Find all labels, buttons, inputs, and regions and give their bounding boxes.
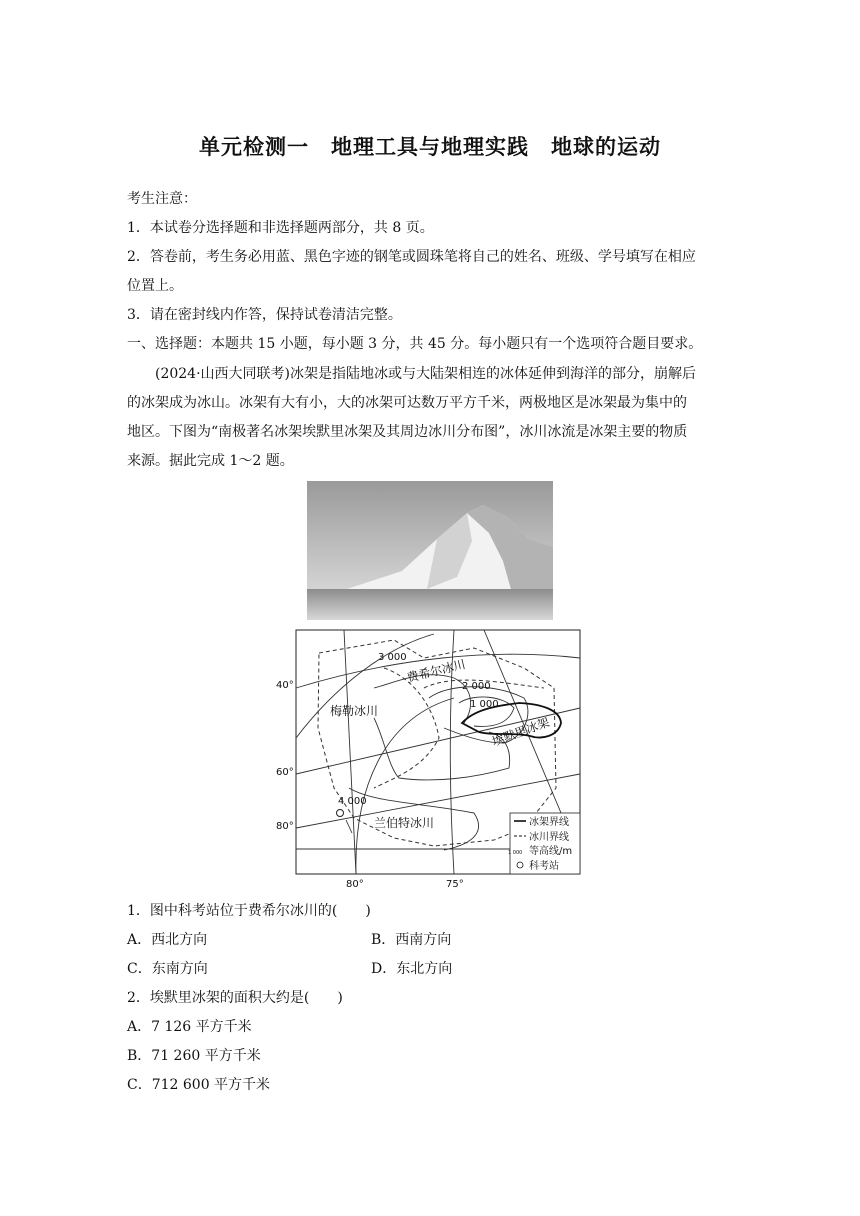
legend-station: 科考站 (529, 861, 559, 872)
notice-item-1: 1．本试卷分选择题和非选择题两部分，共 8 页。 (127, 220, 434, 236)
lon-label-80: 80° (346, 879, 364, 890)
contour-label-2000: 2 000 (462, 681, 491, 692)
contour-label-3000: 3 000 (378, 652, 407, 663)
lat-label-80: 80° (276, 821, 294, 832)
q1-option-c[interactable]: C．东南方向 (127, 961, 208, 977)
lat-label-40: 40° (276, 680, 294, 691)
lat-label-60: 60° (276, 767, 294, 778)
emery-ice-shelf-map (274, 628, 584, 890)
passage-line-4: 来源。据此完成 1～2 题。 (127, 453, 294, 469)
q2-option-a[interactable]: A．7 126 平方千米 (127, 1019, 252, 1035)
place-mellor-glacier: 梅勒冰川 (330, 704, 379, 718)
notice-item-3: 3．请在密封线内作答，保持试卷清洁完整。 (127, 307, 402, 323)
q1-option-d[interactable]: D．东北方向 (371, 961, 453, 977)
contour-label-4000: 4 000 (338, 796, 367, 807)
legend-contour: 等高线/m (529, 846, 573, 857)
section-heading: 一、选择题：本题共 15 小题，每小题 3 分，共 45 分。每小题只有一个选项符合题目要求。 (127, 336, 703, 352)
passage-line-1: (2024·山西大同联考)冰架是指陆地冰或与大陆架相连的冰体延伸到海洋的部分，崩解后 (155, 366, 697, 382)
place-fisher-glacier: 费希尔冰川 (405, 656, 467, 686)
question-1-stem: 1．图中科考站位于费希尔冰川的( ) (127, 903, 371, 919)
notice-item-2: 2．答卷前，考生务必用蓝、黑色字迹的钢笔或圆珠笔将自己的姓名、班级、学号填写在相应 (127, 249, 696, 265)
passage-line-3: 地区。下图为“南极著名冰架埃默里冰架及其周边冰川分布图”，冰川冰流是冰架主要的物质 (127, 424, 688, 440)
research-station-icon (337, 810, 344, 817)
q2-option-b[interactable]: B．71 260 平方千米 (127, 1048, 261, 1064)
place-lambert-glacier: 兰伯特冰川 (374, 816, 435, 830)
legend-glacier: 冰川界线 (529, 832, 569, 843)
iceberg-photo (307, 481, 553, 620)
page-title: 单元检测一 地理工具与地理实践 地球的运动 (199, 134, 661, 159)
question-2-stem: 2．埃默里冰架的面积大约是( ) (127, 990, 343, 1006)
q2-option-c[interactable]: C．712 600 平方千米 (127, 1077, 271, 1093)
q1-option-b[interactable]: B．西南方向 (371, 932, 452, 948)
lon-label-75: 75° (446, 879, 464, 890)
notice-item-2-cont: 位置上。 (127, 278, 183, 294)
passage-line-2: 的冰架成为冰山。冰架有大有小，大的冰架可达数万平方千米，两极地区是冰架最为集中的 (127, 395, 687, 411)
place-amery-ice-shelf: 埃默里冰架 (490, 715, 552, 749)
contour-label-1000: 1 000 (470, 699, 499, 710)
q1-option-a[interactable]: A．西北方向 (127, 932, 208, 948)
legend-ice-shelf: 冰架界线 (529, 817, 569, 828)
notice-heading: 考生注意： (127, 191, 197, 207)
legend-contour-sample: 1 000 (508, 850, 523, 856)
map-legend (508, 813, 580, 874)
